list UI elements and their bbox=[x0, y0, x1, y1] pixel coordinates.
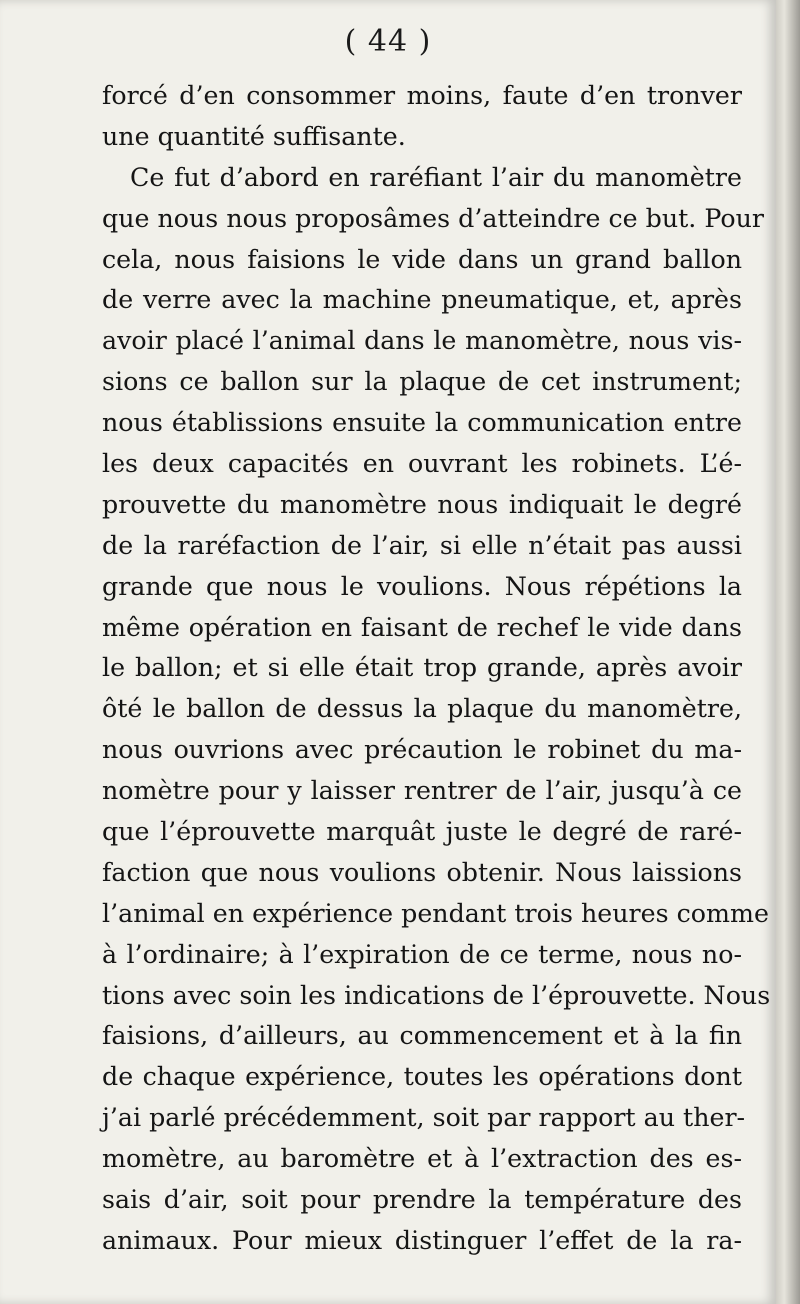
text-line: de chaque expérience, toutes les opérations dont bbox=[102, 1062, 742, 1092]
text-line: nous ouvrions avec précaution le robinet du ma- bbox=[102, 735, 742, 765]
text-line: l’animal en expérience pendant trois heures comme bbox=[102, 898, 769, 928]
text-line: faisions, d’ailleurs, au commencement et à la fin bbox=[102, 1021, 742, 1051]
text-line: prouvette du manomètre nous indiquait le degré bbox=[102, 489, 742, 519]
text-line: ôté le ballon de dessus la plaque du manomètre, bbox=[102, 694, 742, 724]
text-line: nomètre pour y laisser rentrer de l’air, jusqu’à ce bbox=[102, 776, 742, 806]
text-line: le ballon; et si elle était trop grande, après avoir bbox=[102, 653, 742, 683]
text-line: que nous nous proposâmes d’atteindre ce but. Pour bbox=[102, 203, 764, 233]
text-line: sais d’air, soit pour prendre la température des bbox=[102, 1185, 742, 1215]
text-line: cela, nous faisions le vide dans un grand ballon bbox=[102, 244, 742, 274]
text-line: animaux. Pour mieux distinguer l’effet de la ra- bbox=[102, 1225, 742, 1255]
text-line: que l’éprouvette marquât juste le degré de raré- bbox=[102, 817, 742, 847]
text-line: j’ai parlé précédemment, soit par rapport au ther- bbox=[102, 1103, 746, 1133]
text-line: à l’ordinaire; à l’expiration de ce terme, nous no- bbox=[102, 939, 742, 969]
text-line: nous établissions ensuite la communication entre bbox=[102, 408, 742, 438]
text-line: forcé d’en consommer moins, faute d’en tronver bbox=[102, 81, 742, 110]
text-line: momètre, au baromètre et à l’extraction des es- bbox=[102, 1144, 742, 1174]
text-line: même opération en faisant de rechef le vide dans bbox=[102, 612, 742, 642]
text-line: tions avec soin les indications de l’éprouvette. Nous bbox=[102, 980, 771, 1010]
text-line: Ce fut d’abord en raréfiant l’air du manomètre bbox=[130, 162, 742, 192]
body-text bbox=[102, 76, 771, 1262]
text-line: grande que nous le voulions. Nous répétions la bbox=[102, 571, 742, 601]
page-number: ( 44 ) bbox=[344, 24, 432, 59]
text-line: avoir placé l’animal dans le manomètre, nous vis- bbox=[102, 326, 742, 356]
text-line: de verre avec la machine pneumatique, et, après bbox=[102, 285, 742, 315]
text-line: de la raréfaction de l’air, si elle n’était pas aussi bbox=[102, 530, 742, 560]
page-edge bbox=[776, 0, 800, 1304]
text-line: les deux capacités en ouvrant les robinets. L’é- bbox=[102, 449, 742, 479]
text-line: sions ce ballon sur la plaque de cet instrument; bbox=[102, 367, 742, 397]
text-line: faction que nous voulions obtenir. Nous laissions bbox=[102, 857, 742, 887]
text-line: une quantité suffisante. bbox=[102, 121, 406, 151]
